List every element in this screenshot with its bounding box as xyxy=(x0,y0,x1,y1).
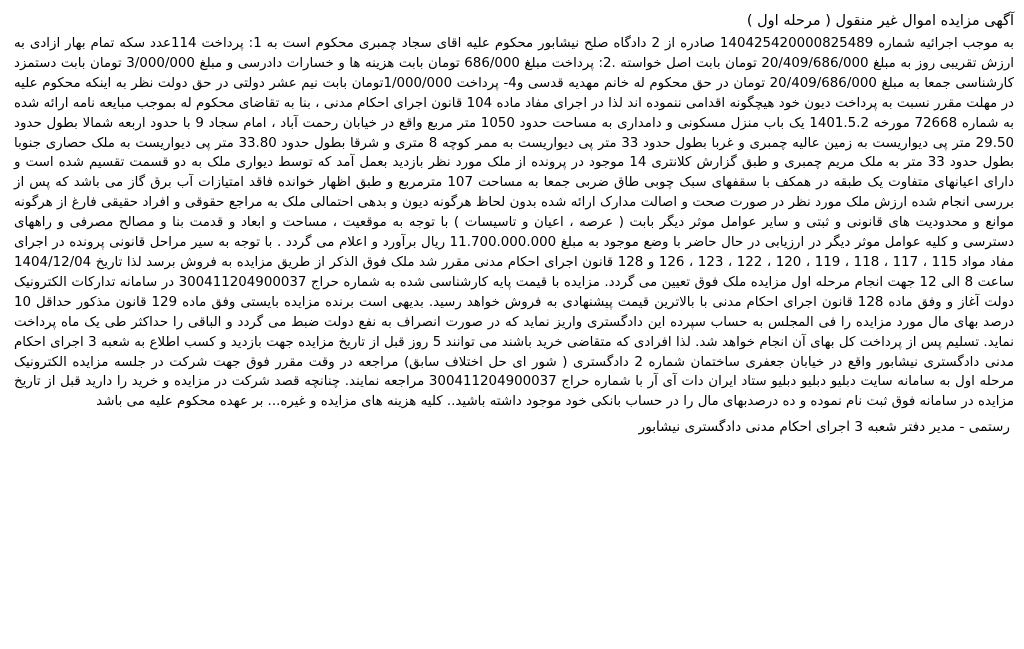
notice-body: به موجب اجرائیه شماره 140425420000825489 صادره از 2 دادگاه صلح نیشابور محکوم علیه اقای سجاد چمبری محکوم است به 1: پرداخت 114عدد سکه تمام بهار ازادی به ارزش تقریبی روز به مبلغ 20/409/686/000 تومان بابت اصل خواسته .2: پرداخت مبلغ 686/000 تومان بابت هزینه ها و خسارات دادرسی و مبلغ 3/000/000 تومان بابت دستمزد کارشناسی جمعا به مبلغ 20/409/686/000 تومان در حق محکوم له خانم مهدیه قدسی و4- پرداخت 1/000/000تومان بابت نیم عشر دولتی در حق دولت نظر به اینکه محکوم علیه در مهلت مقرر نسبت به پرداخت دیون خود هیچگونه اقدامی ننموده اند لذا در اجرای مفاد ماده 104 قانون اجرای احکام مدنی ، بنا به تقاضای محکوم له بموجب مبایعه نامه ارائه شده به شماره 72668 مورخه 1401.5.2 یک باب منزل مسکونی و دامداری به مساحت حدود 1050 متر مربع واقع در خیابان رحمت آباد ، امام سجاد 9 با حدود اربعه شمالا بطول حدود 29.50 متر پی دیواریست به زمین عالیه چمبری و غربا بطول حدود 33 متر پی دیواریست به ممر کوچه 8 متری و شرقا بطول حدود 33.80 متر پی دیواریست به ملک حصاری جنوبا بطول حدود 33 متر به ملک مریم چمبری و طبق گزارش کلانتری 14 موجود در پرونده از ملک مورد نظر بازدید بعمل آمد که توسط دیواری ملک به دو قسمت تقسیم شده است و دارای اعیانهای متفاوت یک طبقه در همکف با سقفهای سبک چوبی طاق ضربی جمعا به مساحت 107 مترمربع و طبق اظهار خوانده فاقد امتیازات آب برق گاز می باشد که پس از بررسی انجام شده ارزش ملک مورد نظر در صورت صحت و اصالت مدارک ارائه شده بدون لحاظ هرگونه دیون و بدهی احتمالی ملک به مراجع حقوقی و افراد حقیقی فارغ از هرگونه موانع و محدودیت های قانونی و ثبتی و سایر عوامل موثر دیگر بابت ( عرصه ، اعیان و تاسیسات ) با توجه به موقعیت ، مساحت و ابعاد و قدمت بنا و مصالح مصرفی و راههای دسترسی و کلیه عوامل موثر دیگر در ارزیابی در حال حاضر با وضع موجود به مبلغ 11.700.000.000 ریال برآورد و اعلام می گردد . با توجه به سیر مراحل قانونی پرونده در اجرای مفاد مواد 115 ، 117 ، 118 ، 119 ، 120 ، 122 ، 123 ، 126 و 128 قانون اجرای احکام مدنی مقرر شد ملک فوق الذکر از طریق مزایده به فروش برسد لذا تاریخ 1404/12/04 ساعت 8 الی 12 جهت انجام مرحله اول مزایده ملک فوق تعیین می گردد. مزایده با قیمت پایه کارشناسی شده به شماره حراج 300411204900037 در سامانه تدارکات الکترونیک دولت آغاز و وفق ماده 128 قانون اجرای احکام مدنی با بالاترین قیمت پیشنهادی به فروش خواهد رسید. بدیهی است برنده مزایده بایستی وفق ماده 129 قانون مذکور حداقل 10 درصد بهای مال مورد مزایده را فی المجلس به حساب سپرده این دادگستری واریز نماید که در صورت انصراف به نفع دولت ضبط می گردد و الباقی را حداکثر طی یک ماه پرداخت نماید. تسلیم پس از پرداخت کل بهای آن انجام خواهد شد. لذا افرادی که متقاضی خرید باشند می توانند 5 روز قبل از تاریخ مزایده جهت بازدید و کسب اطلاع به شعبه 3 اجرای احکام مدنی دادگستری نیشابور واقع در خیابان جعفری ساختمان شماره 2 دادگستری ( شور ای حل اختلاف سابق) مراجعه در وقت مقرر فوق جهت شرکت در جلسه مزایده الکترونیک مرحله اول به سامانه سایت دبلیو دبلیو دبلیو ستاد ایران دات آی آر با شماره حراج 300411204900037 مراجعه نمایند. چنانچه قصد شرکت در مزایده و خرید را دارید قبل از تاریخ مزایده در سامانه فوق ثبت نام نموده و ده درصدبهای مال را در حساب بانکی خود موجود داشته باشید.. کلیه هزینه های مزایده و غیره... بر عهده محکوم علیه می باشد xyxy=(14,36,1015,410)
notice-signature: رستمی - مدیر دفتر شعبه 3 اجرای احکام مدنی دادگستری نیشابور xyxy=(638,419,1010,436)
notice-title: آگهی مزایده اموال غیر منقول ( مرحله اول ) xyxy=(746,13,1014,29)
auction-notice xyxy=(14,10,1014,438)
